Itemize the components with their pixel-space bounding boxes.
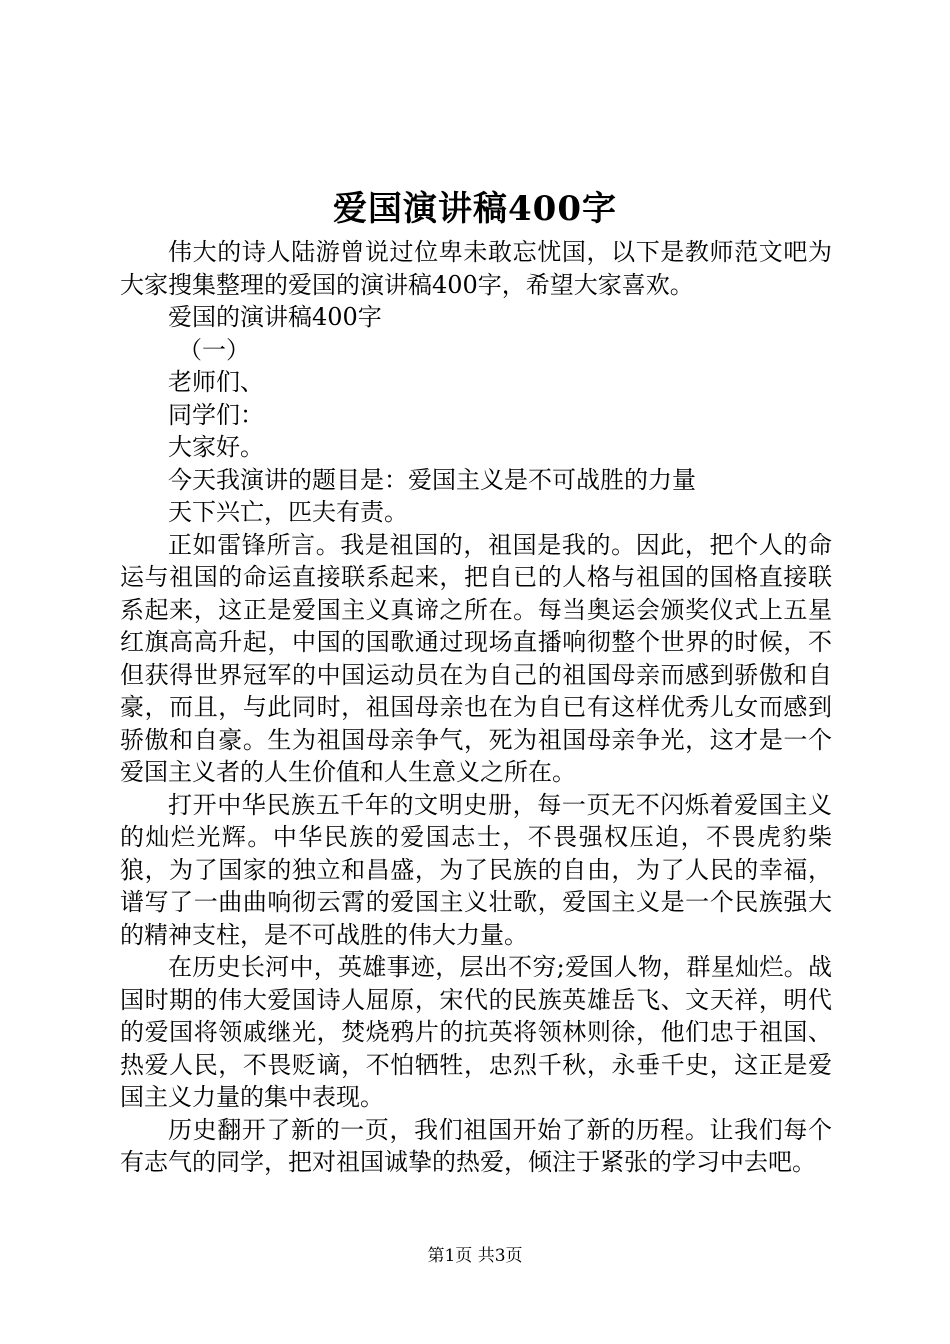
subtitle-line: 爱国的演讲稿400字 (168, 303, 382, 331)
greeting-line: 大家好。 (168, 433, 264, 461)
topic-line: 今天我演讲的题目是：爱国主义是不可战胜的力量 (168, 465, 696, 494)
page-number-footer: 第1页 共3页 (427, 1246, 523, 1266)
body-paragraph: 在历史长河中，英雄事迹，层出不穷;爱国人物，群星灿烂。战国时期的伟大爱国诗人屈原，宋代的民族英雄岳飞、文天祥，明代的爱国将领戚继光，焚烧鸦片的抗英将领林则徐，他们忠于祖国、热爱人民，不畏贬谪，不怕牺牲，忠烈千秋，永垂千史，这正是爱国主义力量的集中表现。 (120, 953, 832, 1111)
body-paragraph: 打开中华民族五千年的文明史册，每一页无不闪烁着爱国主义的灿烂光辉。中华民族的爱国志士，不畏强权压迫，不畏虎豹柴狼，为了国家的独立和昌盛，为了民族的自由，为了人民的幸福，谱写了一曲曲响彻云霄的爱国主义壮歌，爱国主义是一个民族强大的精神支柱，是不可战胜的伟大力量。 (120, 790, 832, 949)
section-mark: （一） (178, 335, 250, 364)
body-paragraph: 正如雷锋所言。我是祖国的，祖国是我的。因此，把个人的命运与祖国的命运直接联系起来，把自已的人格与祖国的国格直接联系起来，这正是爱国主义真谛之所在。每当奥运会颁奖仪式上五星红旗高高升起，中国的国歌通过现场直播响彻整个世界的时候，不但获得世界冠军的中国运动员在为自己的祖国母亲而感到骄傲和自豪，而且，与此同时，祖国母亲也在为自已有这样优秀儿女而感到骄傲和自豪。生为祖国母亲争气，死为祖国母亲争光，这才是一个爱国主义者的人生价值和人生意义之所在。 (120, 530, 832, 786)
salutation-teachers: 老师们、 (168, 368, 264, 396)
body-paragraph: 历史翻开了新的一页，我们祖国开始了新的历程。让我们每个有志气的同学，把对祖国诚挚的热爱，倾注于紧张的学习中去吧。 (120, 1115, 832, 1176)
document-body (120, 236, 832, 1179)
document-title: 爱国演讲稿400字 (333, 189, 617, 229)
salutation-students: 同学们： (168, 400, 264, 429)
quote-line: 天下兴亡，匹夫有责。 (168, 498, 408, 526)
intro-paragraph: 伟大的诗人陆游曾说过位卑未敢忘忧国，以下是教师范文吧为大家搜集整理的爱国的演讲稿400字，希望大家喜欢。 (120, 238, 832, 299)
